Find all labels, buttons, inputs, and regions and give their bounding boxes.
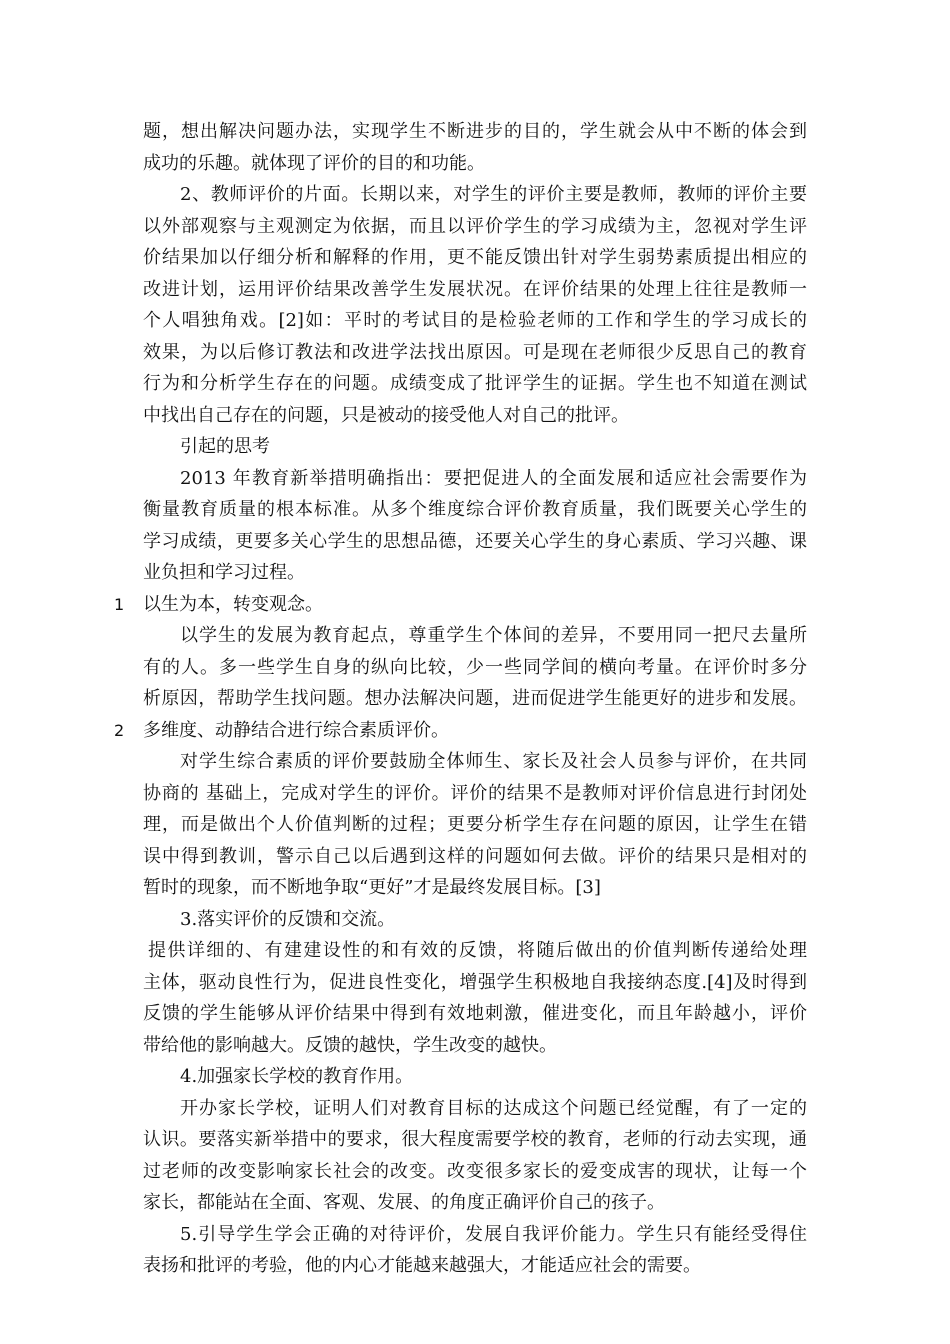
paragraph-line: 2013 年教育新举措明确指出：要把促进人的全面发展和适应社会需要作为: [180, 467, 807, 489]
paragraph-line: 协商的 基础上，完成对学生的评价。评价的结果不是教师对评价信息进行封闭处: [143, 782, 807, 804]
numbered-heading-text: 以生为本，转变观念。: [143, 593, 323, 615]
paragraph-line: 暂时的现象，而不断地争取“更好”才是最终发展目标。[3]: [143, 877, 601, 898]
section-heading: 3.落实评价的反馈和交流。: [180, 908, 396, 930]
paragraph-line: 误中得到教训，警示自己以后遇到这样的问题如何去做。评价的结果只是相对的: [143, 845, 807, 867]
paragraph-line: 过老师的改变影响家长社会的改变。改变很多家长的爱变成害的现状，让每一个: [143, 1160, 807, 1182]
paragraph-line: 提供详细的、有建建设性的和有效的反馈，将随后做出的价值判断传递给处理: [148, 940, 807, 961]
paragraph-line: 带给他的影响越大。反馈的越快，学生改变的越快。: [143, 1034, 557, 1056]
numbered-heading: [114, 589, 807, 621]
paragraph-line: 以学生的发展为教育起点，尊重学生个体间的差异，不要用同一把尺去量所: [180, 625, 807, 646]
paragraph-line: 家长，都能站在全面、客观、发展、的角度正确评价自己的孩子。: [143, 1192, 665, 1213]
paragraph-line: 以外部观察与主观测定为依据，而且以评价学生的学习成绩为主，忽视对学生评: [143, 215, 807, 237]
paragraph-line: 改进计划，运用评价结果改善学生发展状况。在评价结果的处理上往往是教师一: [143, 278, 807, 300]
paragraph-line: 中找出自己存在的问题，只是被动的接受他人对自己的批评。: [143, 404, 629, 426]
paragraph-line: 析原因，帮助学生找问题。想办法解决问题，进而促进学生能更好的进步和发展。: [143, 688, 807, 709]
paragraph-line: 价结果加以仔细分析和解释的作用，更不能反馈出针对学生弱势素质提出相应的: [143, 247, 807, 268]
list-number: 1: [114, 594, 125, 614]
paragraph-line: 对学生综合素质的评价要鼓励全体师生、家长及社会人员参与评价，在共同: [180, 751, 807, 772]
paragraph-line: 业负担和学习过程。: [143, 562, 305, 583]
paragraph-line: 2、教师评价的片面。长期以来，对学生的评价主要是教师，教师的评价主要: [180, 184, 807, 205]
list-number: 2: [114, 720, 125, 740]
paragraph-line: 题，想出解决问题办法，实现学生不断进步的目的，学生就会从中不断的体会到: [143, 121, 807, 142]
paragraph-line: 有的人。多一些学生自身的纵向比较，少一些同学间的横向考量。在评价时多分: [143, 656, 807, 678]
document-body: [114, 116, 807, 1282]
paragraph-line: 认识。要落实新举措中的要求，很大程度需要学校的教育，老师的行动去实现，通: [143, 1129, 807, 1150]
paragraph-line: 主体，驱动良性行为，促进良性变化，增强学生积极地自我接纳态度.[4]及时得到: [143, 971, 807, 993]
paragraph-line: 表扬和批评的考验，他的内心才能越来越强大，才能适应社会的需要。: [143, 1255, 701, 1276]
paragraph-line: 行为和分析学生存在的问题。成绩变成了批评学生的证据。学生也不知道在测试: [143, 373, 807, 394]
paragraph-line: 成功的乐趣。就体现了评价的目的和功能。: [143, 152, 485, 174]
section-heading: 4.加强家长学校的教育作用。: [180, 1066, 414, 1087]
paragraph-line: 5.引导学生学会正确的对待评价，发展自我评价能力。学生只有能经受得住: [180, 1223, 807, 1245]
numbered-heading-text: 多维度、动静结合进行综合素质评价。: [143, 719, 449, 741]
paragraph-line: 开办家长学校，证明人们对教育目标的达成这个问题已经觉醒，有了一定的: [180, 1097, 807, 1119]
numbered-heading: [114, 715, 807, 747]
paragraph-line: 反馈的学生能够从评价结果中得到有效地刺激，催进变化，而且年龄越小，评价: [143, 1003, 807, 1024]
section-heading: 引起的思考: [180, 436, 270, 457]
paragraph-line: 理，而是做出个人价值判断的过程；更要分析学生存在问题的原因，让学生在错: [143, 814, 807, 835]
paragraph-line: 个人唱独角戏。[2]如：平时的考试目的是检验老师的工作和学生的学习成长的: [143, 310, 807, 331]
paragraph-line: 效果，为以后修订教法和改进学法找出原因。可是现在老师很少反思自己的教育: [143, 341, 807, 363]
paragraph-line: 学习成绩，更要多关心学生的思想品德，还要关心学生的身心素质、学习兴趣、课: [143, 530, 807, 552]
paragraph-line: 衡量教育质量的根本标准。从多个维度综合评价教育质量，我们既要关心学生的: [143, 499, 807, 520]
